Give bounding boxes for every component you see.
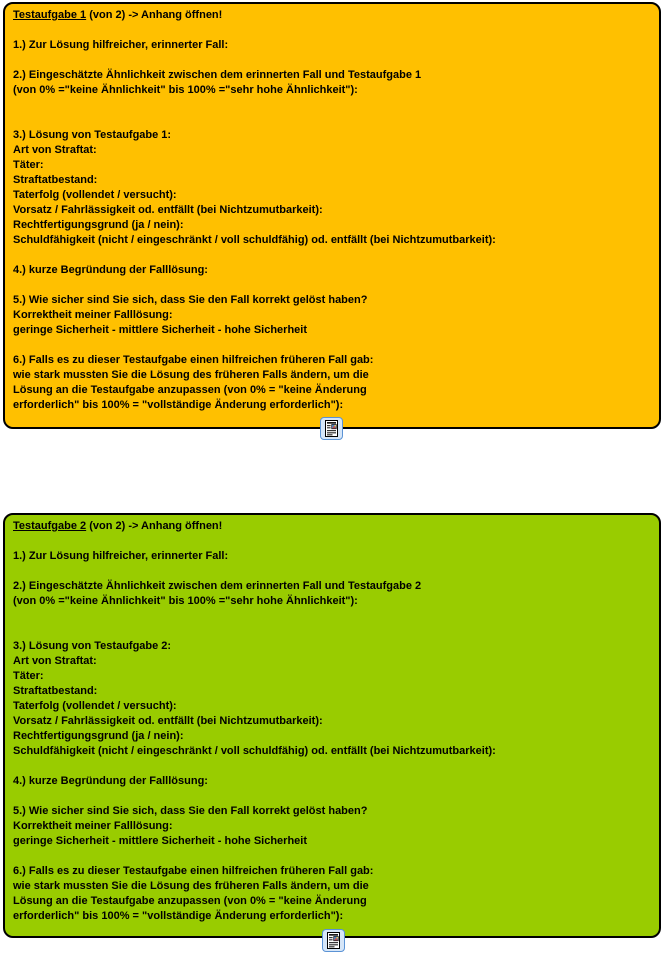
text-line [13,98,651,113]
text-line: 4.) kurze Begründung der Falllösung: [13,264,208,276]
text-line [13,789,651,804]
text-line: 2.) Eingeschätzte Ähnlichkeit zwischen dem erinnerten Fall und Testaufgabe 1 [13,69,422,81]
text-line: erforderlich" bis 100% = "vollständige Änderung erforderlich"): [13,910,344,922]
text-line [13,759,651,774]
testaufgabe-1-title [13,8,651,23]
testaufgabe-2-title [13,519,651,534]
text-line: 5.) Wie sicher sind Sie sich, dass Sie den Fall korrekt gelöst haben? [13,805,368,817]
text-line: geringe Sicherheit - mittlere Sicherheit - hohe Sicherheit [13,324,308,336]
attachment-open-button[interactable] [322,929,345,952]
text-line: Rechtfertigungsgrund (ja / nein): [13,219,184,231]
embedded-document-icon [322,929,345,952]
text-line: Vorsatz / Fahrlässigkeit od. entfällt (bei Nichtzumutbarkeit): [13,715,323,727]
text-line: (von 0% ="keine Ähnlichkeit" bis 100% ="sehr hohe Ähnlichkeit"): [13,84,358,96]
text-line: geringe Sicherheit - mittlere Sicherheit - hohe Sicherheit [13,835,308,847]
text-line: erforderlich" bis 100% = "vollständige Änderung erforderlich"): [13,399,344,411]
text-line: Rechtfertigungsgrund (ja / nein): [13,730,184,742]
text-line [13,564,651,579]
testaufgabe-2-body [13,534,651,924]
text-line [13,53,651,68]
text-line [13,248,651,263]
text-line: Vorsatz / Fahrlässigkeit od. entfällt (bei Nichtzumutbarkeit): [13,204,323,216]
embedded-document-icon [320,417,343,440]
text-line: 5.) Wie sicher sind Sie sich, dass Sie den Fall korrekt gelöst haben? [13,294,368,306]
text-line: Taterfolg (vollendet / versucht): [13,700,177,712]
text-line [13,534,651,549]
text-line: Täter: [13,159,44,171]
testaufgabe-2-title-task: Testaufgabe 2 [13,520,87,532]
text-line: Lösung an die Testaufgabe anzupassen (von 0% = "keine Änderung [13,384,367,396]
text-line [13,609,651,624]
text-line: Art von Straftat: [13,144,97,156]
text-line: 3.) Lösung von Testaufgabe 1: [13,129,172,141]
text-line [13,338,651,353]
testaufgabe-1-title-task: Testaufgabe 1 [13,9,87,21]
text-line: 6.) Falls es zu dieser Testaufgabe einen hilfreichen früheren Fall gab: [13,354,374,366]
text-line: Straftatbestand: [13,174,98,186]
text-line: Taterfolg (vollendet / versucht): [13,189,177,201]
text-line: Korrektheit meiner Falllösung: [13,309,173,321]
text-line [13,624,651,639]
text-line [13,113,651,128]
text-line: Schuldfähigkeit (nicht / eingeschränkt / voll schuldfähig) od. entfällt (bei Nichtzumutbarkeit): [13,745,496,757]
text-line [13,849,651,864]
text-line [13,278,651,293]
text-line: 1.) Zur Lösung hilfreicher, erinnerter Fall: [13,550,229,562]
text-line: wie stark mussten Sie die Lösung des früheren Falls ändern, um die [13,880,369,892]
text-line: (von 0% ="keine Ähnlichkeit" bis 100% ="sehr hohe Ähnlichkeit"): [13,595,358,607]
testaufgabe-1-body [13,23,651,413]
text-line: 1.) Zur Lösung hilfreicher, erinnerter Fall: [13,39,229,51]
testaufgabe-1-panel [3,2,661,429]
text-line [13,23,651,38]
text-line: 2.) Eingeschätzte Ähnlichkeit zwischen dem erinnerten Fall und Testaufgabe 2 [13,580,422,592]
testaufgabe-1-title-suffix: (von 2) -> Anhang öffnen! [86,9,223,21]
text-line: Straftatbestand: [13,685,98,697]
text-line: Lösung an die Testaufgabe anzupassen (von 0% = "keine Änderung [13,895,367,907]
text-line: 4.) kurze Begründung der Falllösung: [13,775,208,787]
testaufgabe-2-title-suffix: (von 2) -> Anhang öffnen! [86,520,223,532]
text-line: Art von Straftat: [13,655,97,667]
testaufgabe-2-panel [3,513,661,938]
attachment-open-button[interactable] [320,417,343,440]
text-line: Schuldfähigkeit (nicht / eingeschränkt / voll schuldfähig) od. entfällt (bei Nichtzumutbarkeit): [13,234,496,246]
text-line: 3.) Lösung von Testaufgabe 2: [13,640,172,652]
text-line: Täter: [13,670,44,682]
text-line: Korrektheit meiner Falllösung: [13,820,173,832]
text-line: wie stark mussten Sie die Lösung des früheren Falls ändern, um die [13,369,369,381]
text-line: 6.) Falls es zu dieser Testaufgabe einen hilfreichen früheren Fall gab: [13,865,374,877]
